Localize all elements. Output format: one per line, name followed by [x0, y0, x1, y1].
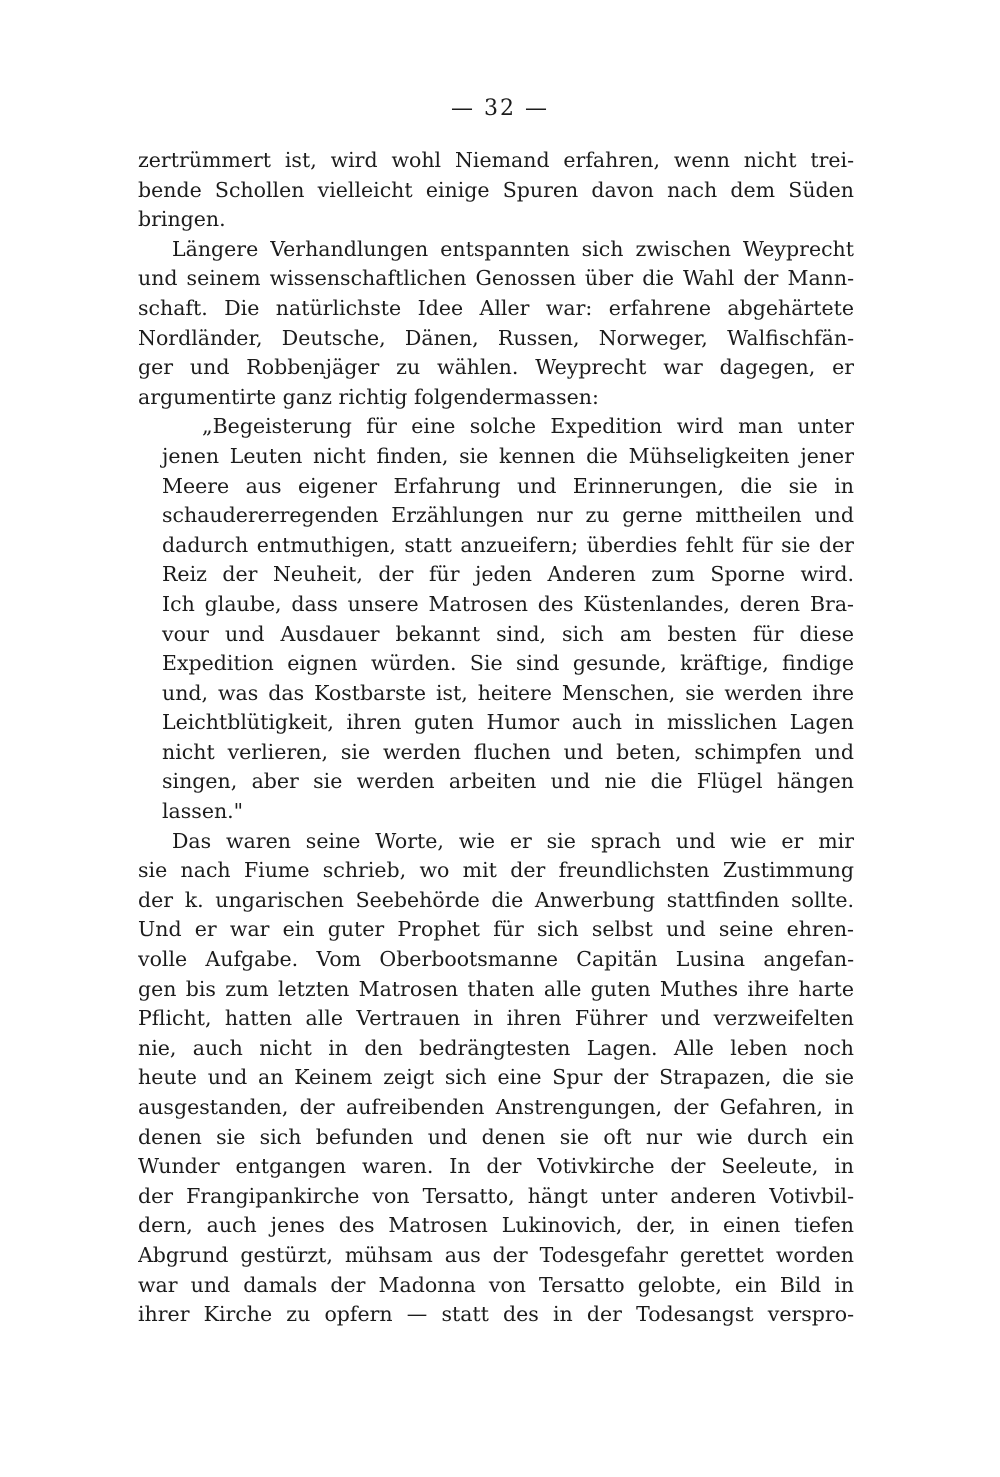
quote-line: dadurch entmuthigen, statt anzueifern; überdies fehlt für sie der [162, 532, 854, 557]
quote-line: lassen." [162, 799, 244, 824]
quote-line: Ich glaube, dass unsere Matrosen des Küstenlandes, deren Bra- [162, 591, 854, 616]
text-line: Längere Verhandlungen entspannten sich zwischen Weyprecht [172, 236, 854, 261]
text-line: heute und an Keinem zeigt sich eine Spur der Strapazen, die sie [138, 1065, 854, 1090]
quote-line: vour und Ausdauer bekannt sind, sich am besten für diese [162, 621, 854, 646]
text-line: der k. ungarischen Seebehörde die Anwerbung stattfinden sollte. [138, 887, 854, 912]
text-line: und seinem wissenschaftlichen Genossen über die Wahl der Mann- [138, 266, 854, 291]
quote-line: Reiz der Neuheit, der für jeden Anderen zum Sporne wird. [162, 562, 854, 587]
quote-line: singen, aber sie werden arbeiten und nie die Flügel hängen [162, 769, 854, 794]
text-line: Pflicht, hatten alle Vertrauen in ihren Führer und verzweifelten [138, 1006, 854, 1031]
text-line: bende Schollen vielleicht einige Spuren davon nach dem Süden [138, 177, 854, 202]
quote-line: schaudererregenden Erzählungen nur zu gerne mittheilen und [162, 503, 854, 528]
quote-line: „Begeisterung für eine solche Expedition wird man unter [202, 414, 854, 439]
text-line: ger und Robbenjäger zu wählen. Weyprecht war dagegen, er [138, 355, 854, 380]
quote-line: und, was das Kostbarste ist, heitere Menschen, sie werden ihre [162, 680, 854, 705]
text-line: zertrümmert ist, wird wohl Niemand erfahren, wenn nicht trei- [138, 148, 854, 172]
body-text [138, 146, 854, 1330]
text-line: Das waren seine Worte, wie er sie sprach und wie er mir [172, 828, 854, 853]
text-line: der Frangipankirche von Tersatto, hängt unter anderen Votivbil- [138, 1183, 854, 1208]
text-line: volle Aufgabe. Vom Oberbootsmanne Capitän Lusina angefan- [138, 947, 854, 972]
text-line: bringen. [138, 207, 226, 232]
text-line: war und damals der Madonna von Tersatto gelobte, ein Bild in [138, 1272, 854, 1297]
text-line: ihrer Kirche zu opfern — statt des in der Todesangst verspro- [138, 1302, 854, 1327]
text-line: Wunder entgangen waren. In der Votivkirche der Seeleute, in [138, 1154, 854, 1179]
text-line: gen bis zum letzten Matrosen thaten alle guten Muthes ihre harte [138, 976, 854, 1001]
quote-line: jenen Leuten nicht finden, sie kennen die Mühseligkeiten jener [162, 443, 854, 468]
quote-line: Meere aus eigener Erfahrung und Erinnerungen, die sie in [162, 473, 854, 498]
quote-line: nicht verlieren, sie werden fluchen und beten, schimpfen und [162, 739, 854, 764]
text-line: dern, auch jenes des Matrosen Lukinovich, der, in einen tiefen [138, 1213, 854, 1238]
quote-line: Expedition eignen würden. Sie sind gesunde, kräftige, findige [162, 651, 854, 676]
text-line: schaft. Die natürlichste Idee Aller war: erfahrene abgehärtete [138, 295, 854, 320]
text-line: Und er war ein guter Prophet für sich selbst und seine ehren- [138, 917, 854, 942]
text-line: sie nach Fiume schrieb, wo mit der freundlichsten Zustimmung [138, 858, 854, 883]
text-line: nie, auch nicht in den bedrängtesten Lagen. Alle leben noch [138, 1035, 854, 1060]
text-line: Abgrund gestürzt, mühsam aus der Todesgefahr gerettet worden [138, 1242, 854, 1267]
text-line: denen sie sich befunden und denen sie oft nur wie durch ein [138, 1124, 854, 1149]
page-number: — 32 — [451, 96, 549, 121]
text-line: ausgestanden, der aufreibenden Anstrengungen, der Gefahren, in [138, 1095, 854, 1119]
text-line: Nordländer, Deutsche, Dänen, Russen, Norweger, Walfischfän- [138, 325, 854, 350]
text-line: argumentirte ganz richtig folgendermassen: [138, 384, 599, 409]
quote-line: Leichtblütigkeit, ihren guten Humor auch in misslichen Lagen [162, 710, 854, 735]
